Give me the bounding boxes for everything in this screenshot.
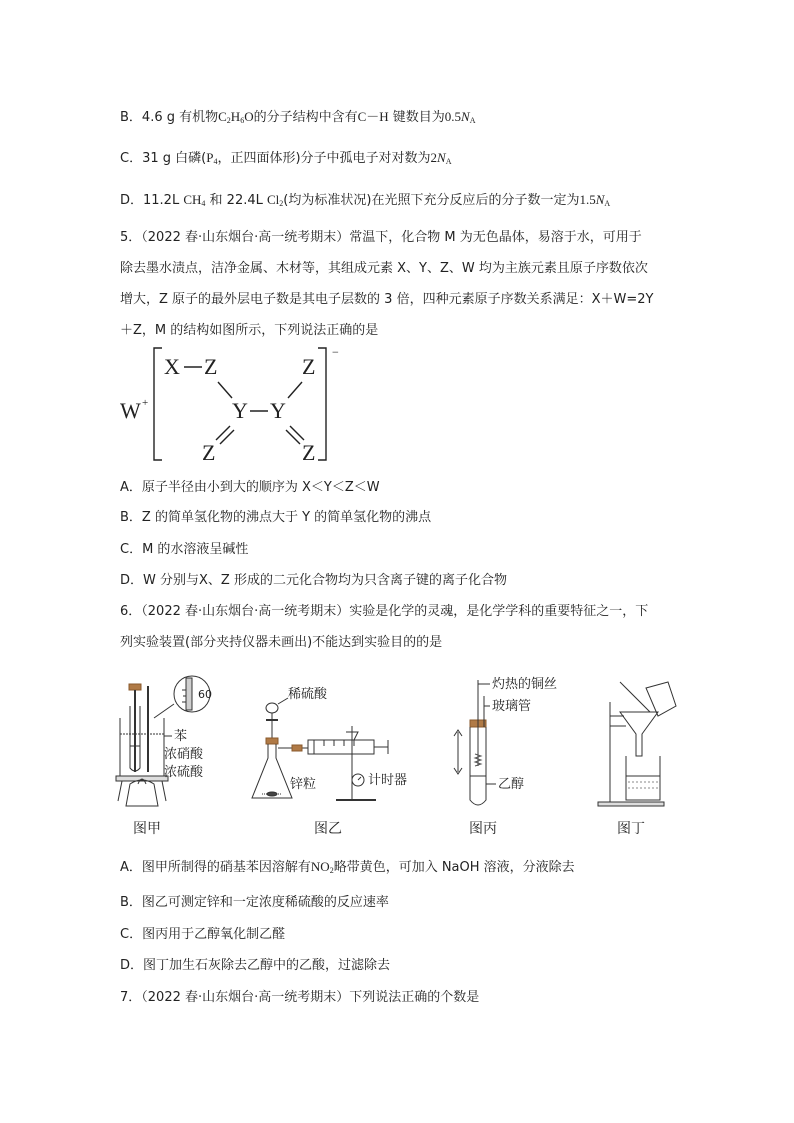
atom-z-4: Z (302, 440, 316, 465)
svg-text:锌粒: 锌粒 (290, 777, 317, 792)
option-d: D．11.2L $CH_4$ 和 22.4L $Cl_2$(均为标准状况)在光照下充分反应后的分子数一定为$1.5N_A$ (120, 192, 611, 208)
atom-x: X (164, 354, 180, 379)
q5-line-2: 除去墨水渍点，洁净金属、木材等，其组成元素 X、Y、Z、W 均为主族元素且原子序数依次 (120, 261, 648, 276)
q6-option-d: D．图丁加生石灰除去乙醇中的乙酸，过滤除去 (120, 958, 391, 973)
q5-line-3: 增大，Z 原子的最外层电子数是其电子层数的 3 倍，四种元素原子序数关系满足：X＋W=2Y (120, 292, 654, 307)
w-charge: + (142, 397, 149, 409)
atom-z-2: Z (302, 354, 316, 379)
svg-text:计时器: 计时器 (368, 773, 408, 788)
setup-ding (598, 682, 676, 806)
q5-line-1: 5．（2022 春·山东烟台·高一统考期末）常温下，化合物 M 为无色晶体，易溶于水，可用于 (120, 230, 642, 245)
q7-line-1: 7．（2022 春·山东烟台·高一统考期末）下列说法正确的个数是 (120, 990, 480, 1005)
anion-charge: − (332, 345, 339, 359)
q6-option-b: B．图乙可测定锌和一定浓度稀硫酸的反应速率 (120, 895, 389, 910)
compound-m-structure (120, 340, 360, 465)
svg-text:浓硝酸: 浓硝酸 (164, 747, 204, 762)
caption-bing: 图丙 (469, 821, 497, 837)
svg-text:浓硫酸: 浓硫酸 (164, 765, 204, 780)
svg-text:苯: 苯 (174, 729, 188, 744)
left-bracket (154, 348, 162, 460)
atom-z-3: Z (202, 440, 216, 465)
setup-bing (454, 676, 557, 805)
caption-ding: 图丁 (617, 821, 645, 837)
q5-option-b: B．Z 的简单氢化物的沸点大于 Y 的简单氢化物的沸点 (120, 510, 432, 525)
atom-z-1: Z (204, 354, 218, 379)
apparatus-figure (112, 676, 692, 816)
svg-text:灼热的铜丝: 灼热的铜丝 (492, 677, 558, 692)
q5-option-a: A．原子半径由小到大的顺序为 X＜Y＜Z＜W (120, 480, 380, 495)
q6-option-c: C．图丙用于乙醇氧化制乙醛 (120, 927, 286, 942)
q6-line-2: 列实验装置(部分夹持仪器未画出)不能达到实验目的的是 (120, 635, 443, 650)
q5-option-d: D．W 分别与X、Z 形成的二元化合物均为只含离子键的离子化合物 (120, 573, 507, 588)
stopper (129, 684, 141, 690)
atom-y-2: Y (270, 398, 286, 423)
caption-jia: 图甲 (133, 821, 161, 837)
caption-yi: 图乙 (314, 821, 342, 837)
setup-jia (116, 676, 212, 806)
q6-line-1: 6．（2022 春·山东烟台·高一统考期末）实验是化学的灵魂，是化学学科的重要特征之一，下 (120, 604, 649, 619)
setup-yi (252, 686, 407, 800)
svg-text:稀硫酸: 稀硫酸 (288, 687, 328, 702)
option-c: C．31 g 白磷($P_4$，正四面体形)分子中孤电子对对数为$2N_A$ (120, 150, 452, 166)
thermometer-reading: 60 (198, 688, 212, 701)
option-b: B．4.6 g 有机物$C_2H_6O$的分子结构中含有C－H 键数目为$0.5N_A$ (120, 109, 476, 125)
q5-line-4: ＋Z，M 的结构如图所示，下列说法正确的是 (120, 323, 379, 338)
right-bracket (318, 348, 326, 460)
atom-y-1: Y (232, 398, 248, 423)
q5-option-c: C．M 的水溶液呈碱性 (120, 542, 249, 557)
q6-option-a: A．图甲所制得的硝基苯因溶解有$NO_2$略带黄色，可加入 NaOH 溶液，分液除去 (120, 859, 575, 875)
atom-w: W (120, 398, 141, 423)
svg-text:乙醇: 乙醇 (498, 777, 525, 792)
svg-text:玻璃管: 玻璃管 (492, 699, 532, 714)
